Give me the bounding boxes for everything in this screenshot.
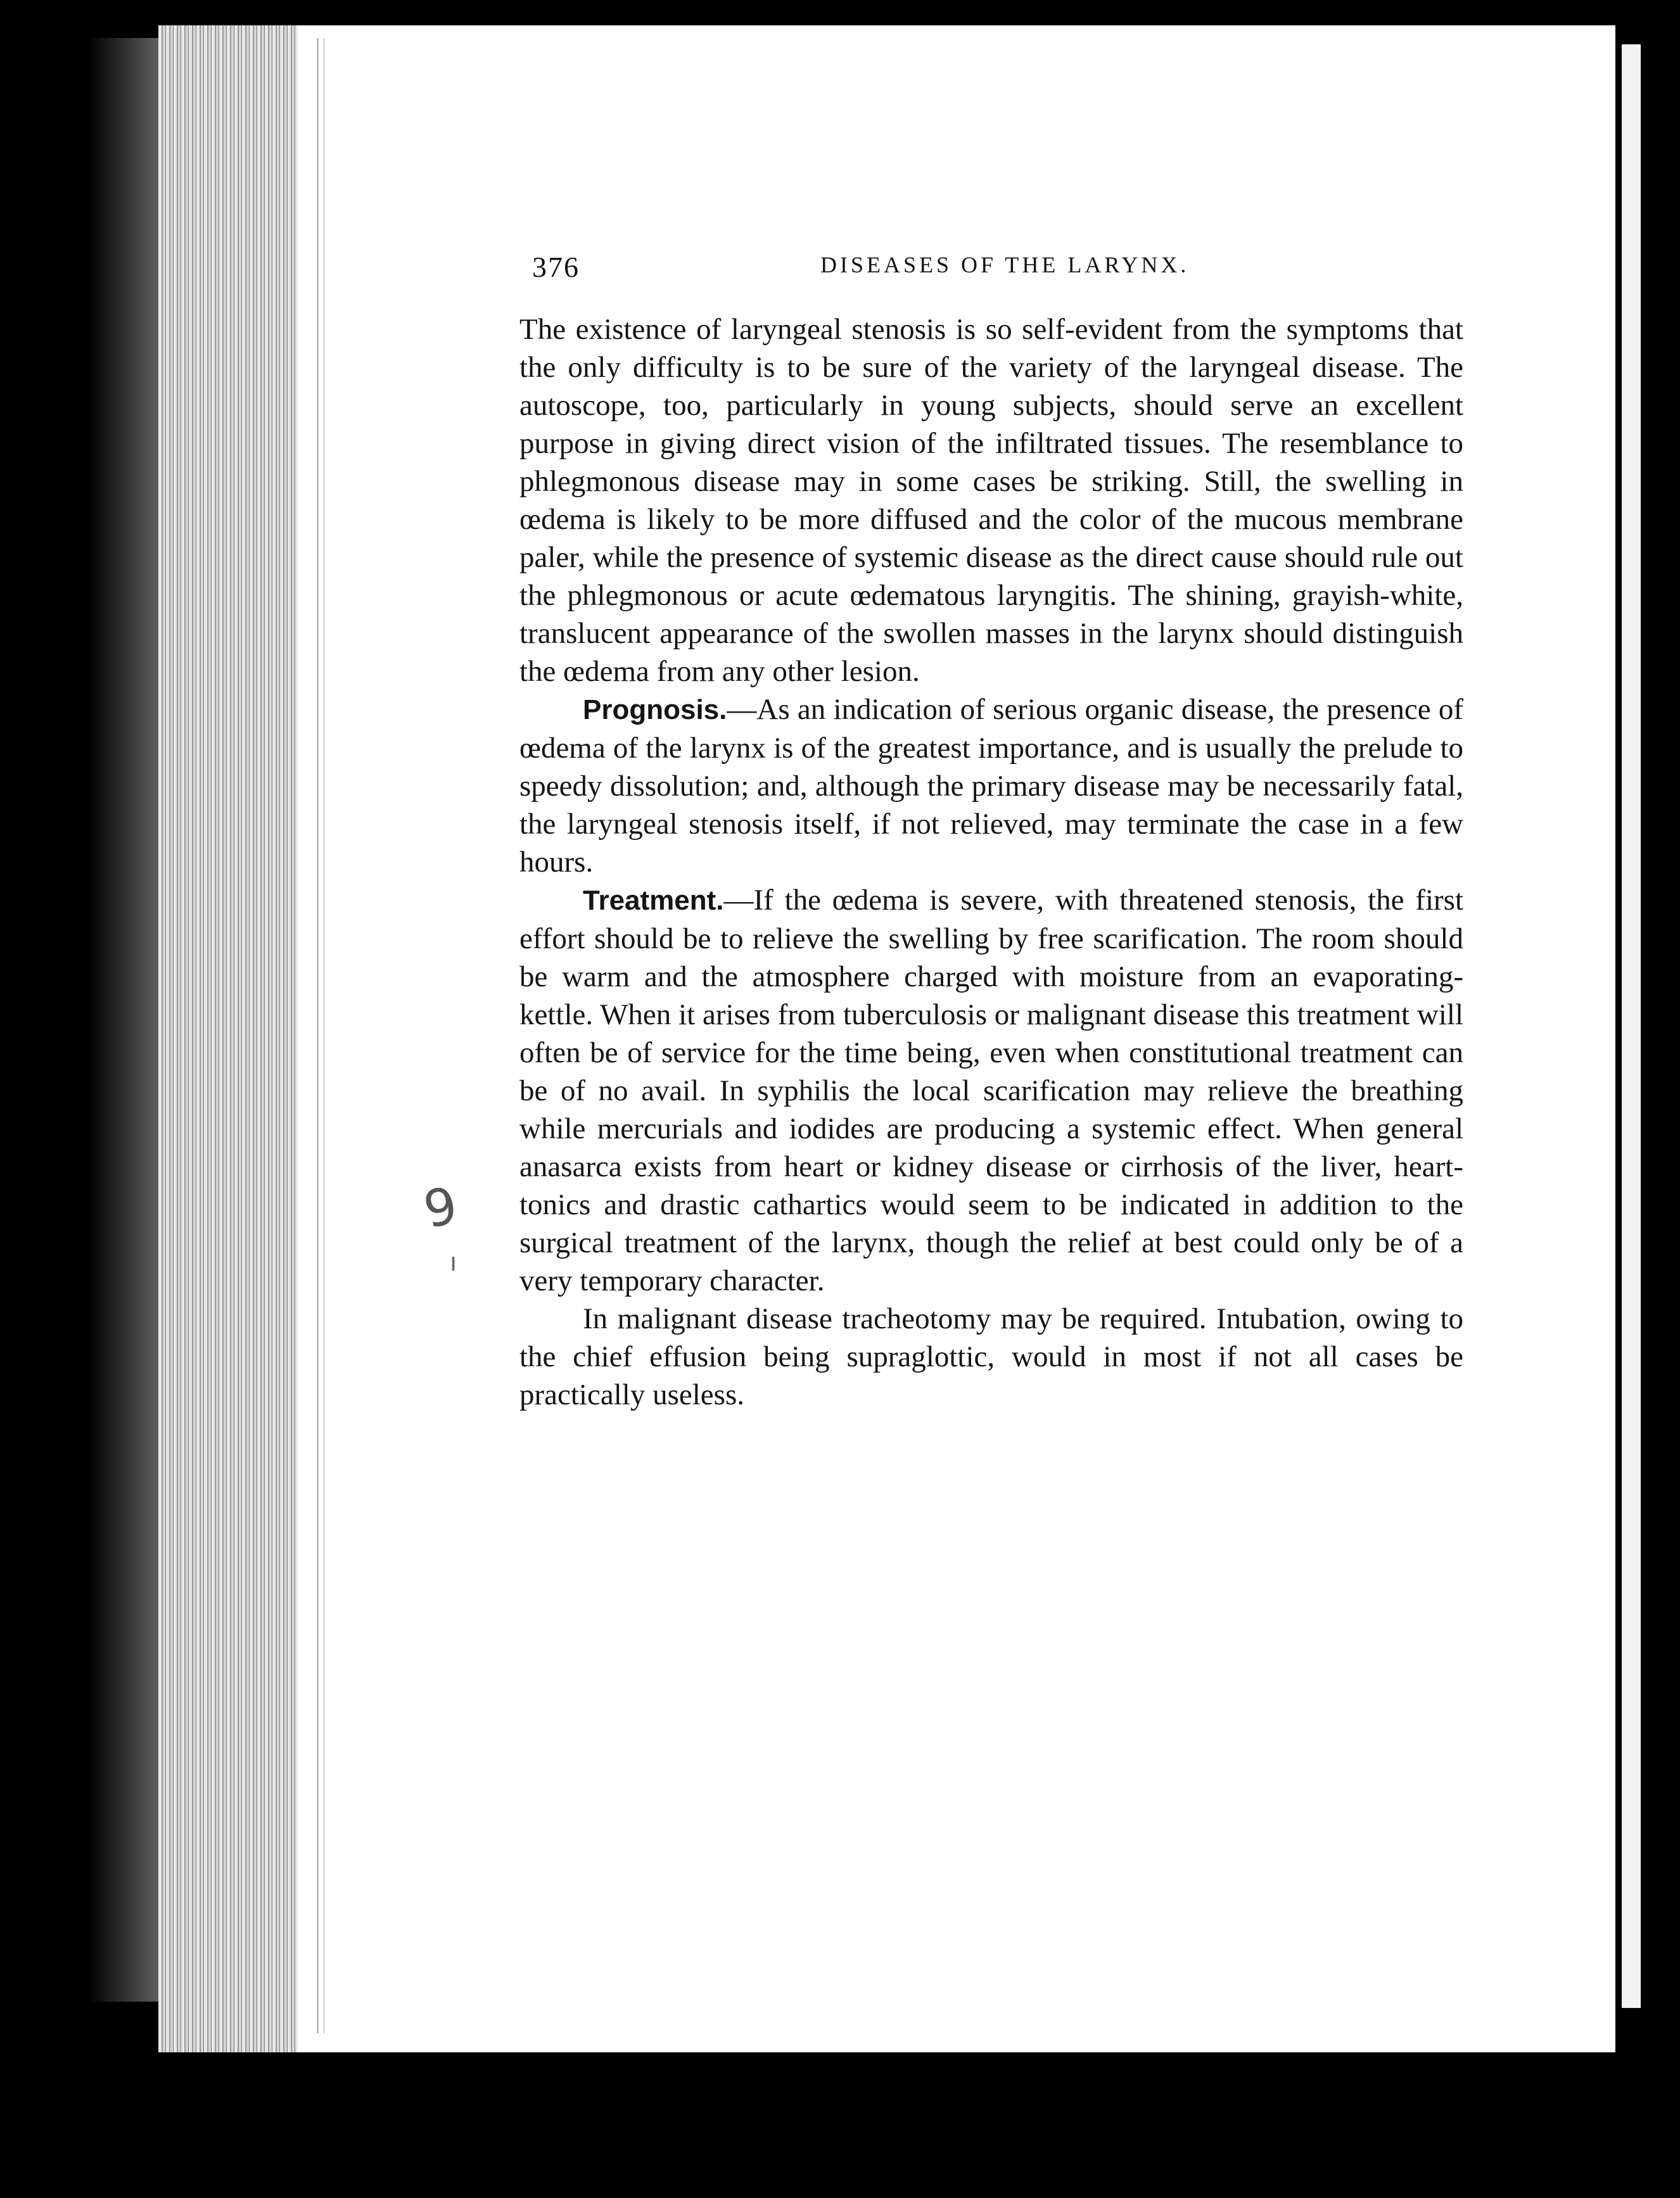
- book-page-edges: [158, 25, 310, 2052]
- treatment-text: —If the œdema is severe, with threatened stenosis, the first effort should be to relieve the swelling by free scarification. The room should be warm and the atmosphere charged with moisture from an evaporating-kettle. When it arises from tuberculosis or malignant disease this treatment will often be of service for the time being, even when constitutional treatment can be of no avail. In syphilis the local scarification may relieve the breathing while mercurials and iodides are producing a systemic effect. When general anasarca exists from heart or kidney disease or cirrhosis of the liver, heart-tonics and drastic cathartics would seem to be indicated in addition to the surgical treatment of the larynx, though the relief at best could only be of a very temporary character.: [519, 884, 1463, 1297]
- paragraph-diagnosis: The existence of laryngeal stenosis is so self-evident from the symptoms that the only difficulty is to be sure of the variety of the laryngeal disease. The autoscope, too, particularly in young subjects, should serve an excellent purpose in giving direct vision of the infiltrated tissues. The resemblance to phlegmonous disease may in some cases be striking. Still, the swelling in œdema is likely to be more diffused and the color of the mucous membrane paler, while the presence of systemic disease as the direct cause should rule out the phlegmonous or acute œdematous laryngitis. The shining, grayish-white, translucent appearance of the swollen masses in the larynx should distinguish the œdema from any other lesion.: [519, 313, 1463, 688]
- running-title: DISEASES OF THE LARYNX.: [820, 252, 1190, 277]
- paragraph-prognosis: [519, 690, 1463, 881]
- paragraph-treatment: [519, 881, 1463, 1300]
- prognosis-text: —As an indication of serious organic disease, the presence of œdema of the larynx is of the greatest importance, and is usually the prelude to speedy dissolution; and, although the primary disease may be necessarily fatal, the laryngeal stenosis itself, if not relieved, may terminate the case in a few hours.: [519, 693, 1463, 879]
- gutter-line: [317, 38, 319, 2033]
- paragraph-malignant: In malignant disease tracheotomy may be required. Intubation, owing to the chief effusion being supraglottic, would in most if not all cases be practically useless.: [519, 1302, 1463, 1411]
- prognosis-heading: Prognosis.: [583, 694, 727, 725]
- next-page-sliver: [1622, 44, 1641, 2008]
- pencil-margin-mark: ı: [450, 1248, 457, 1277]
- treatment-heading: Treatment.: [583, 885, 724, 916]
- book-edge-shadow: [89, 38, 165, 2002]
- pencil-margin-mark: 9: [418, 1175, 463, 1240]
- gutter-line: [323, 38, 325, 2033]
- page-number: 376: [532, 251, 580, 283]
- body-text: [519, 310, 1463, 1414]
